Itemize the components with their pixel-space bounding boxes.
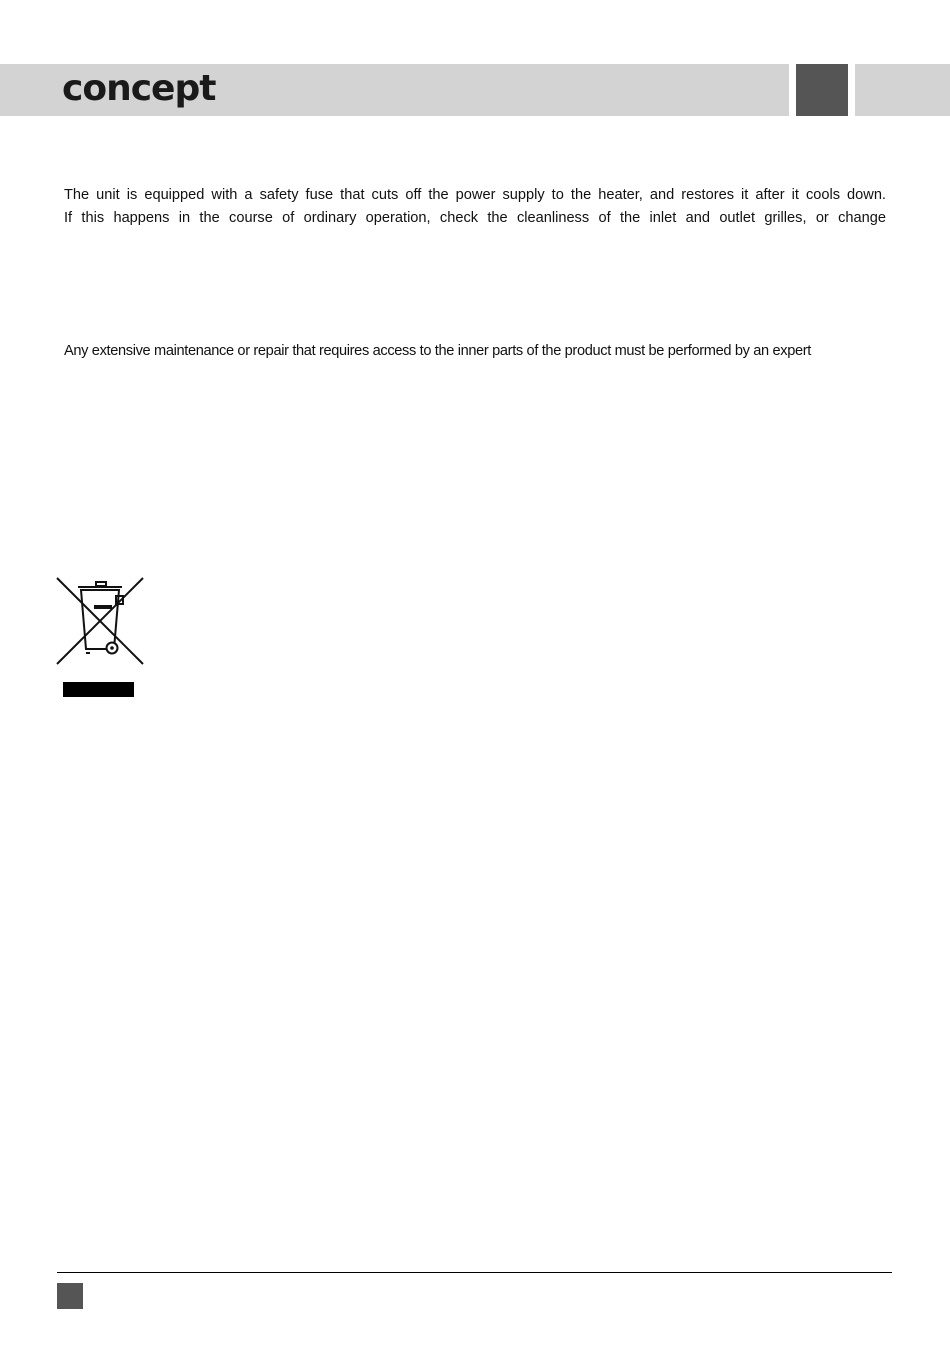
- fuse-paragraph: [64, 184, 886, 230]
- header-band-right: [855, 64, 950, 116]
- brand-logo: concept: [62, 68, 216, 109]
- footer-rule: [57, 1272, 892, 1273]
- header-page-marker: [796, 64, 848, 116]
- crossed-out-wheelie-bin-icon: [54, 575, 146, 667]
- fuse-paragraph-line-2: If this happens in the course of ordinary operation, check the cleanliness of the inlet and outlet grilles, or change: [64, 210, 886, 226]
- maintenance-paragraph: Any extensive maintenance or repair that requires access to the inner parts of the product must be performed by an expert: [64, 343, 811, 359]
- footer-page-marker: [57, 1283, 83, 1309]
- weee-marking-bar: [63, 682, 134, 697]
- fuse-paragraph-line-1: The unit is equipped with a safety fuse that cuts off the power supply to the heater, and restores it after it cools down.: [64, 187, 886, 203]
